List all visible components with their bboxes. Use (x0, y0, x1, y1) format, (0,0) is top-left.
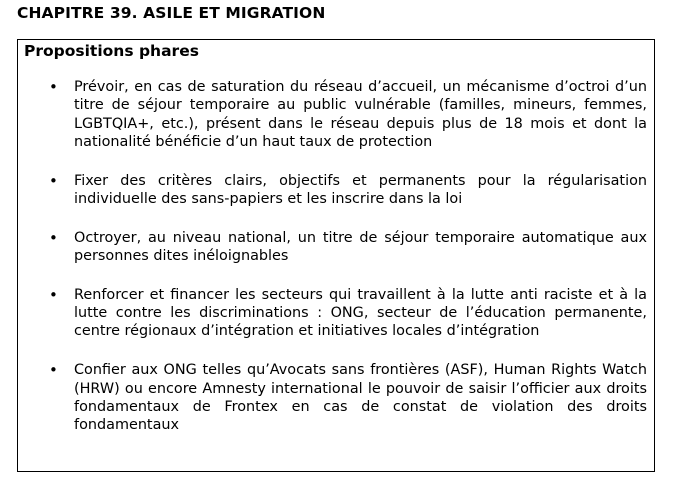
bullet-icon: • (49, 171, 58, 190)
list-item (18, 172, 654, 209)
bullet-icon: • (49, 361, 58, 380)
bullet-icon: • (49, 228, 58, 247)
list-item-text: Octroyer, au niveau national, un titre de séjour temporaire automatique aux personnes dites inéloignables (74, 229, 647, 265)
list-item-text: Prévoir, en cas de saturation du réseau d’accueil, un mécanisme d’octroi d’un titre de séjour temporaire au public vulnérable (familles, mineurs, femmes, LGBTQIA+, etc.), présent dans le réseau depuis plus de 18 mois et dont la nationalité bénéficie d’un haut taux de protection (74, 79, 647, 150)
list-item (18, 361, 654, 434)
box-title: Propositions phares (24, 42, 199, 60)
proposal-list (18, 78, 654, 455)
list-item-text: Confier aux ONG telles qu’Avocats sans frontières (ASF), Human Rights Watch (HRW) ou encore Amnesty international le pouvoir de saisir l’officier aux droits fondamentaux de Frontex en cas de constat de violation des droits fondamentaux (74, 362, 647, 434)
list-item-text: Fixer des critères clairs, objectifs et permanents pour la régularisation individuelle des sans-papiers et les inscrire dans la loi (74, 172, 647, 207)
list-item (18, 286, 654, 341)
list-item (18, 229, 654, 266)
list-item-text: Renforcer et financer les secteurs qui travaillent à la lutte anti raciste et à la lutte contre les discriminations : ONG, secteur de l’éducation permanente, centre régionaux d’intégration et initiatives locales d’intégration (74, 286, 647, 340)
chapter-title: CHAPITRE 39. ASILE ET MIGRATION (17, 4, 326, 22)
key-proposals-box (17, 39, 655, 472)
bullet-icon: • (49, 78, 58, 96)
list-item (18, 78, 654, 151)
bullet-icon: • (49, 285, 58, 304)
